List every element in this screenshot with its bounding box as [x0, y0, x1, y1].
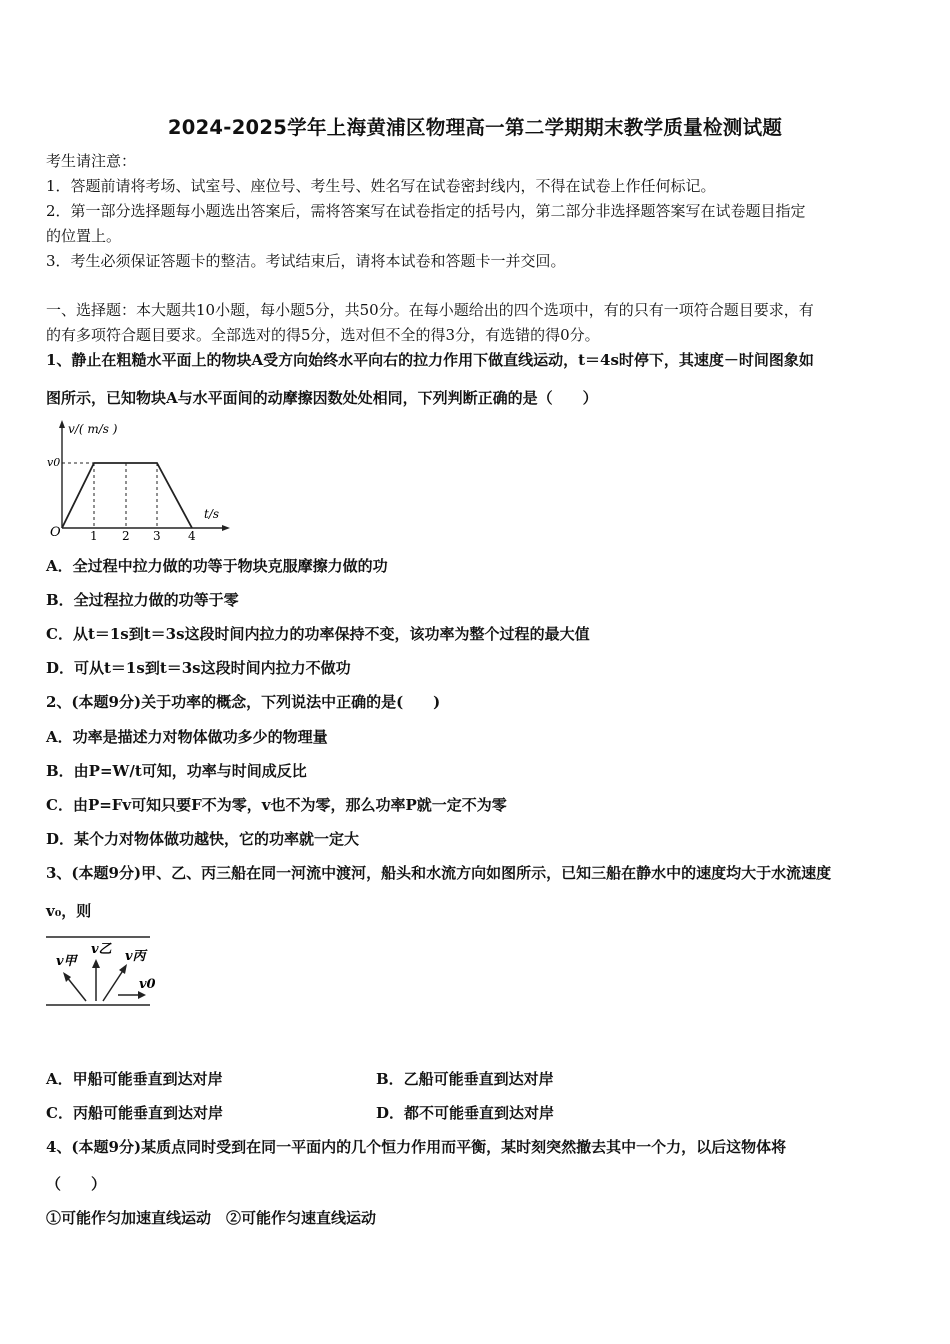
q1-stem-cont: 图所示，已知物块A与水平面间的动摩擦因数处处相同，下列判断正确的是（ ）	[46, 389, 598, 407]
notice-item: 3．考生必须保证答题卡的整洁。考试结束后，请将本试卷和答题卡一并交回。	[46, 252, 566, 270]
q3-option-d: D．都不可能垂直到达对岸	[376, 1104, 555, 1122]
tick-label: 2	[122, 529, 130, 543]
y-axis-label: v/( m/s )	[68, 422, 118, 436]
label-v0: v0	[139, 977, 156, 992]
y-axis-arrow	[59, 420, 65, 428]
vt-graph	[44, 418, 234, 543]
notice-heading: 考生请注意：	[46, 152, 137, 170]
page-title: 2024-2025学年上海黄浦区物理高一第二学期期末教学质量检测试题	[167, 116, 783, 139]
q2-stem: 2、(本题9分)关于功率的概念，下列说法中正确的是( )	[46, 693, 441, 711]
river-figure	[44, 933, 164, 1013]
tick-label: 1	[90, 529, 98, 543]
q1-option-c: C．从t＝1s到t＝3s这段时间内拉力的功率保持不变，该功率为整个过程的最大值	[46, 625, 590, 643]
label-v-bing: v丙	[125, 949, 146, 964]
q2-option-a: A．功率是描述力对物体做功多少的物理量	[46, 728, 328, 746]
origin-label: O	[50, 525, 61, 540]
q4-statement: ①可能作匀加速直线运动 ②可能作匀速直线运动	[46, 1209, 377, 1227]
tick-label: 4	[188, 529, 196, 543]
x-axis-arrow	[222, 525, 230, 531]
q2-option-b: B．由P=W/t可知，功率与时间成反比	[46, 762, 307, 780]
q1-stem: 1、静止在粗糙水平面上的物块A受方向始终水平向右的拉力作用下做直线运动，t＝4s时停下，其速度－时间图象如	[46, 351, 814, 369]
x-axis-label: t/s	[204, 507, 220, 521]
q3-stem-cont: v₀，则	[46, 902, 92, 920]
label-v-jia: v甲	[56, 954, 77, 969]
q4-stem-cont: （ ）	[46, 1175, 107, 1193]
q3-stem: 3、(本题9分)甲、乙、丙三船在同一河流中渡河，船头和水流方向如图所示，已知三船在静水中的速度均大于水流速度	[46, 864, 832, 882]
arrow-bing	[103, 969, 124, 1001]
velocity-line	[62, 463, 192, 528]
q2-option-d: D．某个力对物体做功越快，它的功率就一定大	[46, 830, 360, 848]
q1-option-a: A．全过程中拉力做的功等于物块克服摩擦力做的功	[46, 557, 388, 575]
q2-option-c: C．由P=Fv可知只要F不为零，v也不为零，那么功率P就一定不为零	[46, 796, 507, 814]
tick-label: 3	[153, 529, 161, 543]
notice-item: 1．答题前请将考场、试室号、座位号、考生号、姓名写在试卷密封线内，不得在试卷上作任何标记。	[46, 177, 716, 195]
section-heading-cont: 的有多项符合题目要求。全部选对的得5分，选对但不全的得3分，有选错的得0分。	[46, 326, 600, 344]
q3-option-a: A．甲船可能垂直到达对岸	[46, 1070, 223, 1088]
q1-option-d: D．可从t＝1s到t＝3s这段时间内拉力不做功	[46, 659, 351, 677]
section-heading: 一、选择题：本大题共10小题，每小题5分，共50分。在每小题给出的四个选项中，有的只有一项符合题目要求，有	[46, 301, 814, 319]
q3-option-c: C．丙船可能垂直到达对岸	[46, 1104, 223, 1122]
notice-item: 2．第一部分选择题每小题选出答案后，需将答案写在试卷指定的括号内，第二部分非选择题答案写在试卷题目指定	[46, 202, 806, 220]
label-v-yi: v乙	[91, 942, 112, 957]
q1-option-b: B．全过程拉力做的功等于零	[46, 591, 239, 609]
arrow-jia	[66, 976, 86, 1001]
notice-item: 的位置上。	[46, 227, 122, 245]
v0-label: v0	[47, 456, 61, 469]
q3-option-b: B．乙船可能垂直到达对岸	[376, 1070, 554, 1088]
q4-stem: 4、(本题9分)某质点同时受到在同一平面内的几个恒力作用而平衡，某时刻突然撤去其中一个力，以后这物体将	[46, 1138, 787, 1156]
